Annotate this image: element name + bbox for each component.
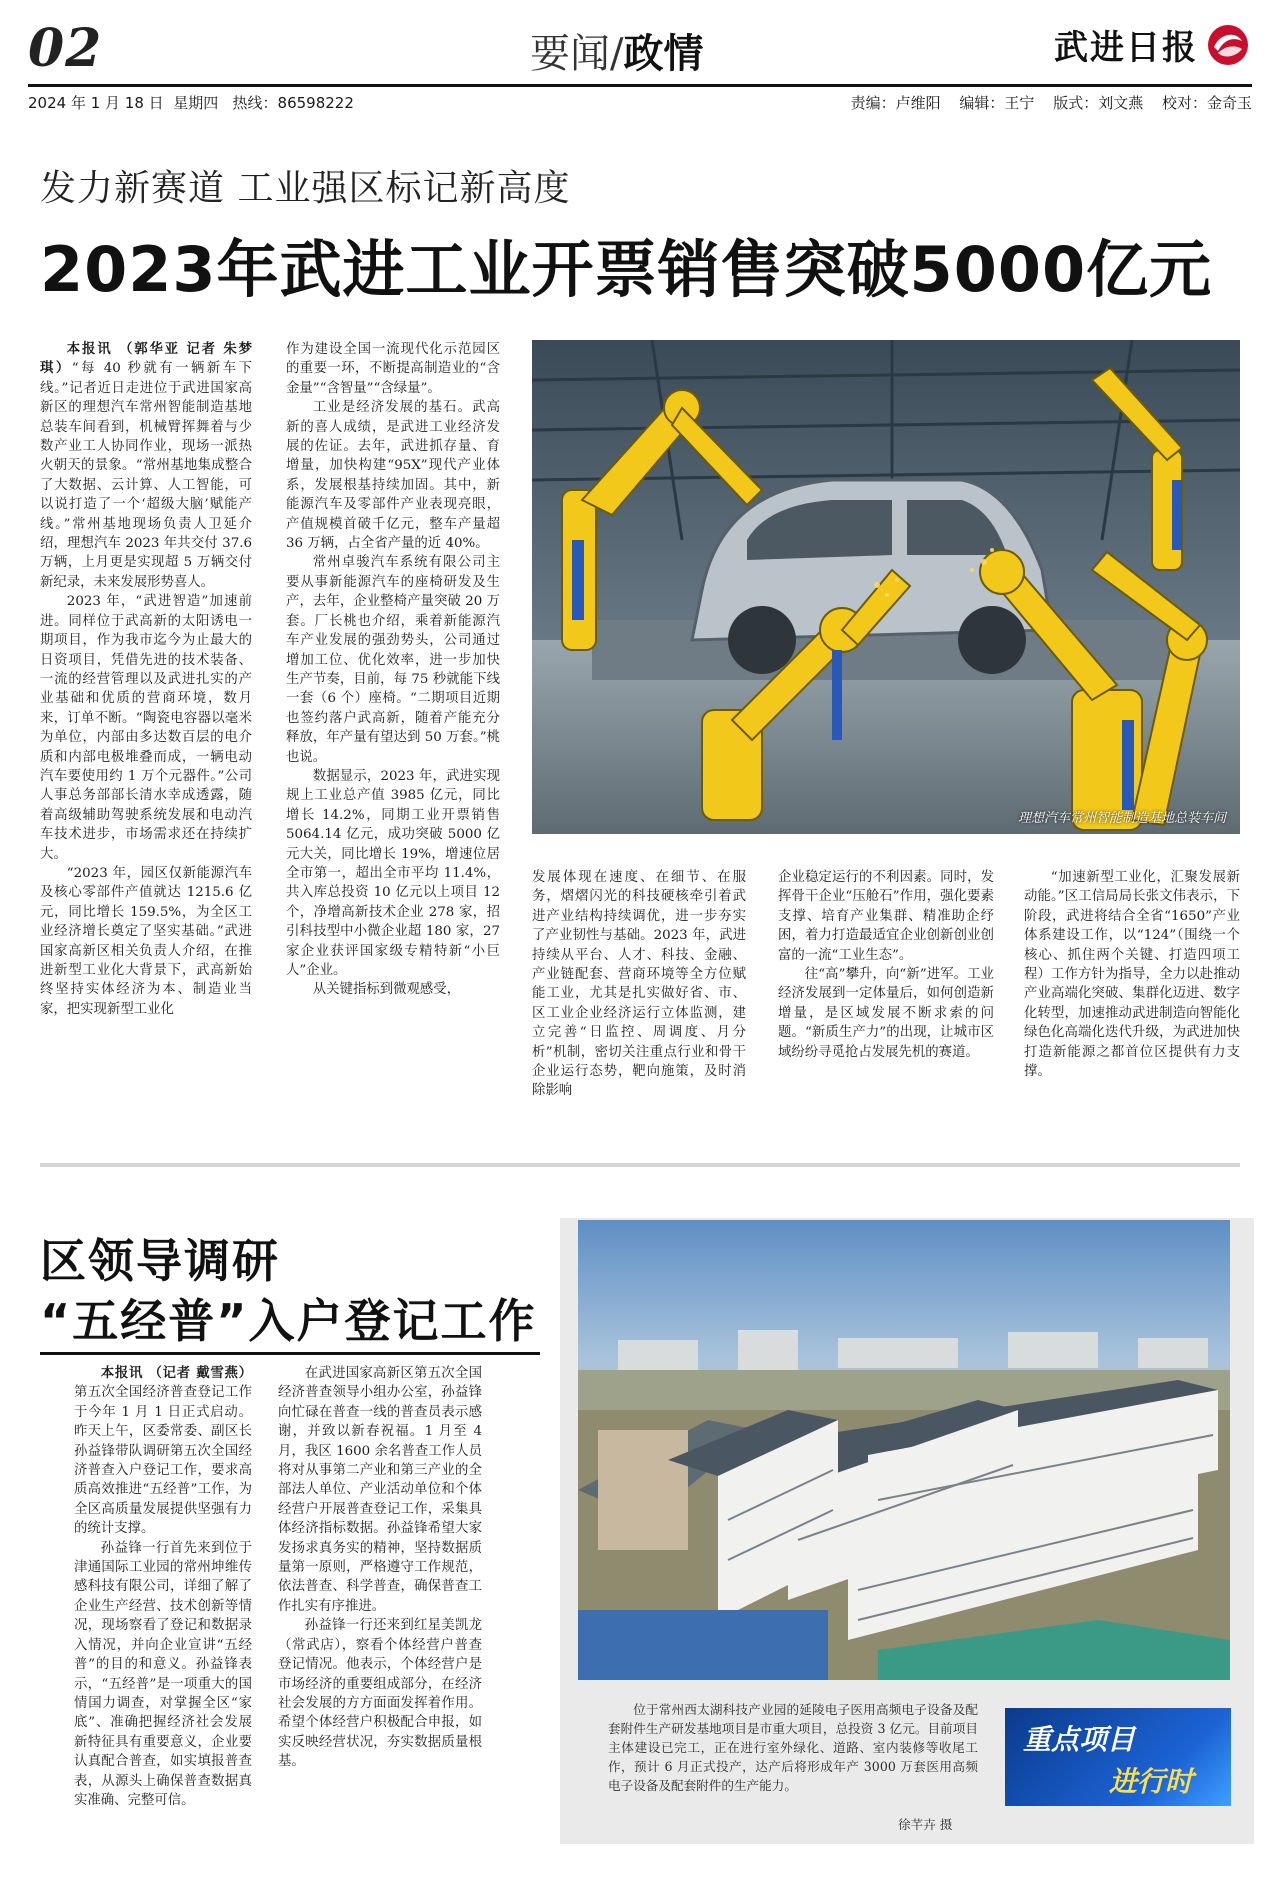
- section-title-light: 要闻/: [530, 31, 624, 77]
- lead-paragraph: “每 40 秒就有一辆新车下线。”记者近日走进位于武进国家高新区的理想汽车常州智能制造基地总装车间看到，机械臂挥舞着与少数产业工人协同作业，现场一派热火朝天的景象。“常州基地集成整合了大数据、云计算、人工智能，可以说打造了一个‘超级大脑’赋能产线。”常州基地现场负责人卫延介绍，理想汽车 2023 年共交付 37.6 万辆，上月更是实现超 5 万辆交付新纪录，未来发展形势喜人。: [40, 361, 252, 590]
- hotline: 热线：86598222: [232, 94, 354, 112]
- aerial-buildings-illustration: [578, 1220, 1230, 1680]
- second-headline-line1: 区领导调研: [40, 1234, 280, 1288]
- editor-credit: 版式：刘文燕: [1053, 94, 1144, 112]
- lead-paragraph: 企业稳定运行的不利因素。同时，发挥骨干企业“压舱石”作用，强化要素支撑、培育产业集群、精准助企纾困，着力打造最适宜企业创新创业创富的一流“工业生态”。: [778, 870, 994, 963]
- second-column-1: [74, 1364, 252, 1844]
- second-paragraph: 第五次全国经济普查登记工作于今年 1 月 1 日正式启动。昨天上午，区委常委、副区长孙益锋带队调研第五次全国经济普查入户登记工作，要求高质高效推进“五经普”工作，为全区高质量发展提供坚强有力的统计支撑。: [74, 1385, 252, 1537]
- second-headline-line2: “五经普”入户登记工作: [40, 1294, 537, 1348]
- lead-byline: 本报讯 （郭华亚 记者 朱梦琪）: [40, 342, 252, 377]
- lead-column-2: [286, 340, 500, 1110]
- section-title: [530, 22, 703, 79]
- second-paragraph: 孙益锋一行首先来到位于津通国际工业园的常州坤维传感科技有限公司，详细了解了企业生产经营、技术创新等情况，现场察看了登记和数据录入情况，并向企业宣讲“五经普”的目的和意义。孙益锋表示，“五经普”是一项重大的国情国力调查，对掌握全区“家底”、准确把握经济社会发展新特征具有重要意义，企业要认真配合普查，如实填报普查表，从源头上确保普查数据真实准确、完整可信。: [74, 1540, 252, 1808]
- lead-paragraph: 数据显示，2023 年，武进实现规上工业总产值 3985 亿元，同比增长 14.2%，同期工业开票销售 5064.14 亿元，成功突破 5000 亿元大关，同比增长 19%，增速位居全市第一，超出全市平均 11.4%，共入库总投资 10 亿元以上项目 12 个，净增高新技术企业 278 家，招引科技型中小微企业超 180 家，27 家企业获评国家级专精特新“小巨人”企业。: [286, 768, 500, 978]
- photo-credit: 徐芊卉 摄: [898, 1817, 953, 1832]
- badge-subtitle: 进行时: [1109, 1765, 1194, 1798]
- second-paragraph: 在武进国家高新区第五次全国经济普查领导小组办公室，孙益锋向忙碌在普查一线的普查员表示感谢，并致以新春祝福。1 月至 4 月，我区 1600 余名普查工作人员将对从事第二产业和第三产业的全部法人单位、产业活动单位和个体经营户开展普查登记工作，采集具体经济指标数据。孙益锋希望大家发扬求真务实的精神，坚持数据质量第一原则，严格遵守工作规范，依法普查、科学普查，确保普查工作扎实有序推进。: [278, 1366, 482, 1614]
- editor-credit: 校对：金奇玉: [1161, 94, 1252, 112]
- lead-paragraph: 2023 年，“武进智造”加速前进。同样位于武高新的太阳诱电一期项目，作为我市迄今为止最大的日资项目，凭借先进的技术装备、一流的经营管理以及武进扎实的产业基础和优质的营商环境，数月来，订单不断。“陶瓷电容器以毫米为单位，内部由多达数百层的电介质和内部电极堆叠而成，一辆电动汽车要使用约 1 万个元器件。”公司人事总务部部长清水幸成透露，随着高级辅助驾驶系统发展和电动汽车技术进步，市场需求还在持续扩大。: [40, 594, 252, 862]
- lead-column-3: [532, 868, 746, 1130]
- lead-paragraph: 作为建设全国一流现代化示范园区的重要一环，不断提高制造业的“含金量”“含智量”“含绿量”。: [286, 342, 500, 396]
- headline-rule: [40, 1352, 540, 1355]
- key-project-badge: [1005, 1708, 1231, 1806]
- lead-headline: 2023年武进工业开票销售突破5000亿元: [40, 233, 1213, 306]
- second-column-2: [278, 1364, 482, 1844]
- photo-caption: 理想汽车常州智能制造基地总装车间: [1017, 811, 1226, 826]
- lead-paragraph: 工业是经济发展的基石。武高新的喜人成绩，是武进工业经济发展的佐证。去年，武进抓存量、育增量，加快构建“95X”现代产业体系，发展根基持续加固。其中，新能源汽车及零部件产业表现亮眼，产值规模首破千亿元，整车产量超 36 万辆，占全省产量的近 40%。: [286, 400, 500, 552]
- editor-credit: 编辑：王宁: [959, 94, 1035, 112]
- paper-emblem-icon: [1206, 23, 1250, 67]
- second-paragraph: 孙益锋一行还来到红星美凯龙（常武店），察看个体经营户普查登记情况。他表示，个体经营户是市场经济的重要组成部分，在经济社会发展的方方面面发挥着作用。希望个体经营户积极配合申报，如实反映经营状况，夯实数据质量根基。: [278, 1618, 482, 1770]
- dateline: [28, 92, 354, 113]
- lead-paragraph: 发展体现在速度、在细节、在服务，熠熠闪光的科技硬核牵引着武进产业结构持续调优，进一步夯实了产业韧性与基础。2023 年，武进持续从平台、人才、科技、金融、产业链配套、营商环境等全方位赋能工业，尤其是扎实做好省、市、区工业企业经济运行立体监测，建立完善“日监控、周调度、月分析”机制，密切关注重点行业和骨干企业运行态势，靶向施策，及时消除影响: [532, 870, 746, 1099]
- factory-robot-photo: [532, 340, 1240, 834]
- lead-paragraph: 从关键指标到微观感受，: [312, 982, 461, 998]
- lead-paragraph: “2023 年，园区仅新能源汽车及核心零部件产值就达 1215.6 亿元，同比增长 159.5%，为全区工业经济增长奠定了坚实基础。”武进国家高新区相关负责人介绍，在推进新型工业化大背景下，武高新始终坚持实体经济为本、制造业当家，把实现新型工业化: [40, 865, 252, 1017]
- editor-credit: 责编：卢维阳: [850, 94, 941, 112]
- feature-caption: 位于常州西太湖科技产业园的延陵电子医用高频电子设备及配套附件生产研发基地项目是市重大项目，总投资 3 亿元。目前项目主体建设已完工，正在进行室外绿化、道路、室内装修等收尾工作，预计 6 月正式投产，达产后将形成年产 3000 万套医用高频电子设备及配套附件的生产能力。: [608, 1702, 978, 1793]
- construction-site-photo: [578, 1220, 1230, 1680]
- page-number: 02: [28, 18, 103, 79]
- lead-paragraph: 往“高”攀升，向“新”进军。工业经济发展到一定体量后，如何创造新增量，是区域发展不断求索的问题。“新质生产力”的出现，让城市区域纷纷寻觅抢占发展先机的赛道。: [778, 967, 994, 1060]
- editor-credits: [837, 92, 1252, 113]
- lead-column-5: [1024, 868, 1240, 1130]
- lead-paragraph: 常州卓骏汽车系统有限公司主要从事新能源汽车的座椅研发及生产，去年，企业整椅产量突破 20 万套。厂长桃也介绍，乘着新能源汽车产业发展的强劲势头，公司通过增加工位、优化效率，进一步加快生产节奏，目前，每 75 秒就能下线一套（6 个）座椅。“二期项目近期也签约落户武高新，随着产能充分释放，年产量有望达到 50 万套。”桃也说。: [286, 555, 500, 765]
- lead-column-4: [778, 868, 994, 1130]
- lead-kicker: 发力新赛道 工业强区标记新高度: [40, 168, 571, 209]
- second-byline: 本报讯 （记者 戴雪燕）: [100, 1366, 252, 1381]
- issue-date: 2024 年 1 月 18 日: [28, 94, 164, 112]
- issue-weekday: 星期四: [173, 94, 219, 112]
- section-title-bold: 政情: [623, 30, 704, 77]
- story-divider: [40, 1163, 1240, 1167]
- paper-name: 武进日报: [1054, 28, 1198, 68]
- factory-robot-illustration: [532, 340, 1240, 834]
- lead-paragraph: “加速新型工业化，汇聚发展新动能。”区工信局局长张文伟表示，下阶段，武进将结合全省“1650”产业体系建设工作，以“124”（围绕一个核心、抓住两个关键、打造四项工程）工作方针为指导，全力以赴推动产业高端化突破、集群化迈进、数字化转型，加速推动武进制造向智能化绿色化高端化迭代升级，为武进加快打造新能源之都首位区提供有力支撑。: [1024, 870, 1240, 1080]
- paper-logo: [1054, 20, 1250, 69]
- lead-column-1: [40, 340, 252, 1110]
- header-rule: [28, 84, 1252, 87]
- badge-title: 重点项目: [1023, 1723, 1136, 1756]
